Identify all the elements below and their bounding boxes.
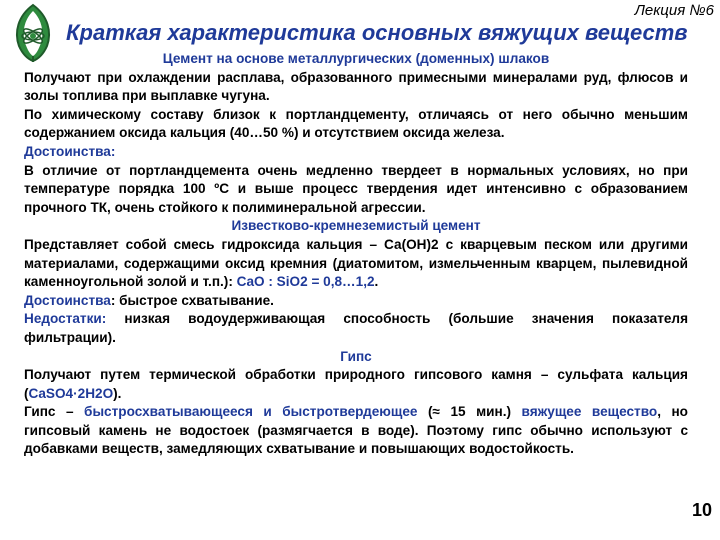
slide-title: Краткая характеристика основных вяжущих веществ [66,20,688,45]
slag-paragraph-2: По химическому составу близок к портландцементу, отличаясь от него обычно меньшим содержанием оксида кальция (40…50 %) и отсутствием оксида железа. [24,106,688,141]
section-heading-gypsum: Гипс [340,348,372,364]
lime-paragraph-1-text: Представляет собой смесь гидроксида кальция – Са(ОН)2 с кварцевым песком или другими материалами, содержащими оксид кремния (диатомитом, измельченным кварцем, пылевидной каменноугольной золой и т.п.): [24,236,688,290]
slag-paragraph-1: Получают при охлаждении расплава, образованного примесными минералами руд, флюсов и золы топлива при выплавке чугуна. [24,69,688,104]
lime-disadvantages-label: Недостатки: [24,311,107,327]
gypsum-p1-a: Получают путем термической обработки природного гипсового камня – сульфата кальция ( [24,367,688,401]
gypsum-p2-a: Гипс – [24,404,85,420]
lime-ratio: CaO : SiO2 = 0,8…1,2 [236,274,375,290]
slag-advantages-label: Достоинства: [24,143,116,159]
gypsum-paragraph-1 [24,366,688,403]
lime-disadvantages [24,310,688,347]
lecture-label: Лекция №6 [634,2,714,19]
gypsum-p1-b: ). [113,385,122,401]
page-number: 10 [691,500,712,520]
lime-paragraph-1: Представляет собой смесь гидроксида кальция – Са(ОН)2 с кварцевым песком или другими материалами, содержащими оксид кремния (диатомитом, измельченным кварцем, пылевидной каменноугольной золой и т.п.): CaO : SiO2 = 0,8…1,2. [24,236,688,290]
gypsum-formula: CaSO4·2H2O [28,385,114,401]
lime-advantages-label: Достоинства [24,292,111,308]
gypsum-p2-e: , но гипсовый камень не водостоек (размягчается в воде). Поэтому гипс обычно используют с добавками веществ, замедляющих схватывание и повышающих водостойкость. [24,404,688,457]
section-heading-slag: Цемент на основе металлургических (доменных) шлаков [162,51,550,66]
gypsum-p2-d: вяжущее вещество [521,404,658,420]
gypsum-p2-b: быстросхватывающееся и быстротвердеющее [84,404,418,420]
lime-advantages-text: : быстрое схватывание. [110,292,274,308]
lime-disadvantages-text: низкая водоудерживающая способность (большие значения показателя фильтрации). [24,311,688,345]
gypsum-paragraph-2 [24,403,688,459]
slide-content [24,50,688,459]
section-heading-lime: Известково-кремнеземистый цемент [231,218,481,234]
slag-advantages-text: В отличие от портландцемента очень медленно твердеет в нормальных условиях, но при температуре порядка 100 ºС и выше процесс твердения идет интенсивно с образованием прочного ТК, очень стойкого к полиминеральной агрессии. [24,162,688,215]
lime-advantages [24,292,688,311]
gypsum-p2-c: (≈ 15 мин.) [417,404,522,420]
